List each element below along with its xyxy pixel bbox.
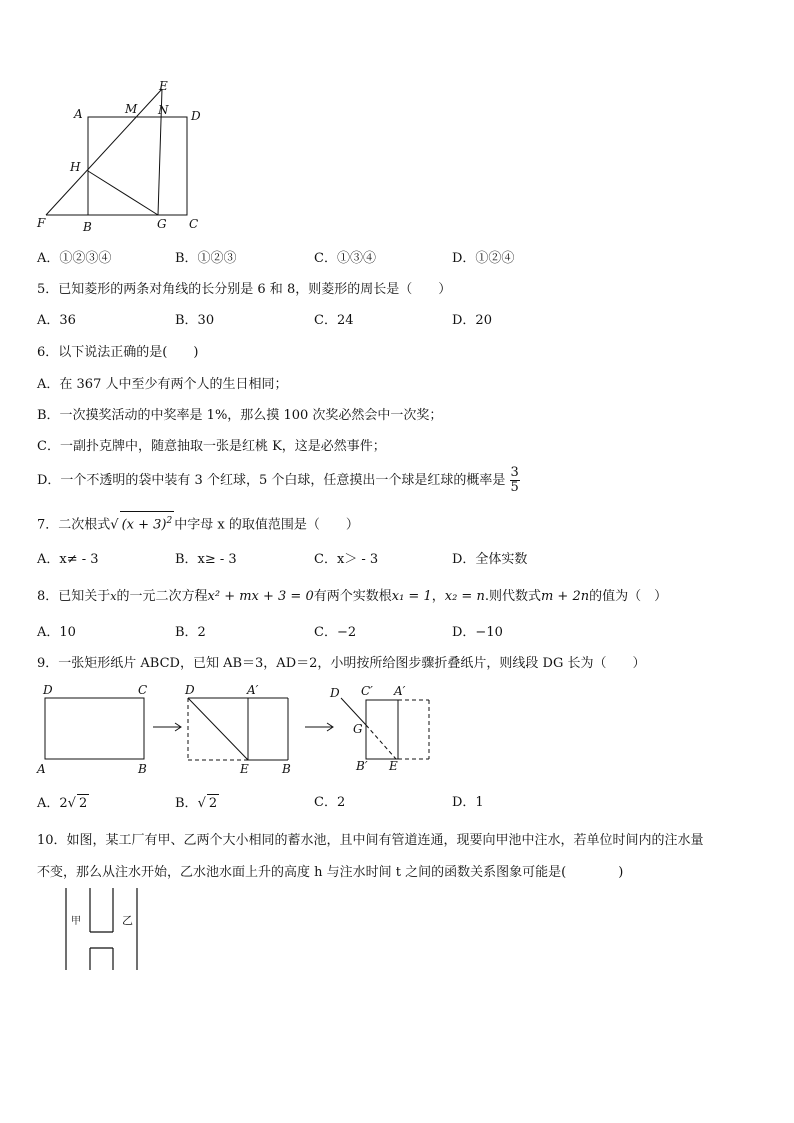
fig2-label-e: E [240, 762, 249, 776]
fraction-three-fifths [510, 466, 520, 495]
q9-option-c: C．2 [314, 795, 346, 810]
q10-water-tanks-figure [60, 884, 144, 974]
q8-option-d: D．−10 [452, 625, 503, 640]
label-jia: 甲 [71, 916, 81, 927]
q8-text-3: 有两个实数根 [313, 589, 392, 604]
fig1-label-a: A [37, 762, 46, 776]
sqrt-sign-icon: √ [67, 796, 76, 811]
q7-stem [37, 511, 359, 534]
q9-option-a-radicand: 2 [78, 796, 88, 811]
q9-folding-figures [34, 680, 434, 780]
q4-option-c: C．①③④ [314, 251, 376, 266]
q8-text-4: .则代数式 [484, 589, 541, 604]
label-b: B [83, 220, 92, 234]
q8-equation: x² + mx + 3 = 0 [207, 589, 314, 604]
q4-option-d: D．①②④ [452, 251, 515, 266]
fig2-diagonal [188, 698, 248, 760]
sqrt-sign-icon: √ [110, 517, 119, 533]
q8-root-1: x₁ = 1 [391, 589, 432, 604]
fraction-denominator: 5 [510, 480, 519, 495]
q9-option-b-prefix: B． [175, 796, 198, 811]
fig3-label-e: E [389, 759, 398, 773]
q6-option-d-text: D．一个不透明的袋中装有 3 个红球，5 个白球，任意摸出一个球是红球的概率是 [37, 473, 506, 488]
square-abcd [88, 117, 187, 215]
q7-option-b: B．x≥ - 3 [175, 552, 237, 567]
q8-root-2: x₂ = n [444, 589, 485, 604]
q6-option-d [37, 465, 520, 497]
q7-prefix: 7．二次根式 [37, 517, 111, 533]
fig2-label-d: D [185, 683, 195, 697]
fraction-numerator: 3 [510, 465, 519, 480]
q8-separator: ， [431, 589, 445, 604]
q8-option-b: B．2 [175, 625, 206, 640]
fig1-label-b: B [138, 762, 147, 776]
line-fe [46, 89, 162, 215]
q7-option-c: C．x＞ - 3 [314, 552, 379, 567]
fig1-rectangle [45, 698, 144, 759]
q10-stem-line-2: 不变，那么从注水开始，乙水池水面上升的高度 h 与注水时间 t 之间的函数关系图象可能是( ) [37, 865, 624, 880]
q4-option-a: A．①②③④ [37, 251, 112, 266]
q8-stem [37, 588, 667, 606]
q5-option-b: B．30 [175, 313, 215, 328]
label-c: C [189, 217, 199, 231]
label-a: A [74, 107, 83, 121]
fig1-label-d: D [43, 683, 53, 697]
q8-text-2: 的一元二次方程 [116, 589, 208, 604]
segment-hg [88, 171, 158, 215]
fig3-label-b-prime: B′ [356, 759, 368, 773]
q7-option-a: A．x≠ - 3 [37, 552, 99, 567]
fig3-label-a-prime: A′ [394, 684, 406, 698]
q6-option-c: C．一副扑克牌中，随意抽取一张是红桃 K，这是必然事件； [37, 439, 386, 454]
q5-stem: 5．已知菱形的两条对角线的长分别是 6 和 8，则菱形的周长是（ ） [37, 282, 452, 297]
q6-stem: 6．以下说法正确的是( ) [37, 345, 199, 360]
q9-stem: 9．一张矩形纸片 ABCD，已知 AB＝3，AD＝2，小明按所给图步骤折叠纸片，则线段 DG 长为（ ） [37, 656, 646, 671]
q8-option-c: C．−2 [314, 625, 357, 640]
fig3-label-c-prime: C′ [361, 684, 373, 698]
sqrt-sign-icon: √ [197, 796, 206, 811]
q8-text-1: 8．已知关于 [37, 589, 111, 604]
q10-stem-line-1: 10．如图，某工厂有甲、乙两个大小相同的蓄水池，且中间有管道连通，现要向甲池中注水，若单位时间内的注水量 [37, 833, 704, 848]
q9-option-d: D．1 [452, 795, 484, 810]
q8-expression: m + 2n [540, 589, 590, 604]
q8-var-x: x [110, 590, 117, 603]
q4-geometry-figure [34, 78, 204, 236]
label-g: G [157, 217, 167, 231]
q7-radicand [120, 511, 175, 534]
radicand-exponent: 2 [166, 516, 173, 526]
fig2-label-b: B [282, 762, 291, 776]
q9-option-a-prefix: A．2 [37, 796, 68, 811]
label-n: N [158, 103, 169, 117]
q9-option-a [37, 794, 89, 813]
q4-option-b: B．①②③ [175, 251, 237, 266]
label-m: M [125, 102, 138, 116]
q9-option-b-radicand: 2 [208, 796, 218, 811]
q5-option-c: C．24 [314, 313, 354, 328]
q5-option-d: D．20 [452, 313, 492, 328]
fig3-rectangle [366, 700, 398, 759]
q8-option-a: A．10 [37, 625, 76, 640]
q8-text-5: 的值为（ ） [589, 589, 668, 604]
fig2-label-a-prime: A′ [247, 683, 259, 697]
q7-suffix: 中字母 x 的取值范围是（ ） [174, 517, 359, 533]
radicand-text: (x + 3) [121, 517, 167, 533]
fig1-label-c: C [138, 683, 148, 697]
q9-option-b [175, 794, 219, 813]
fig3-dashed-diagonal [366, 725, 396, 759]
label-d: D [191, 109, 201, 123]
q5-option-a: A．36 [37, 313, 76, 328]
q7-option-d: D．全体实数 [452, 552, 528, 567]
label-yi: 乙 [122, 914, 133, 927]
label-h: H [70, 160, 81, 174]
label-f: F [37, 216, 46, 230]
fig3-label-d: D [330, 686, 340, 700]
fig3-segment-dg [341, 698, 366, 725]
label-e: E [159, 79, 168, 93]
q6-option-b: B．一次摸奖活动的中奖率是 1%，那么摸 100 次奖必然会中一次奖； [37, 408, 443, 423]
q6-option-a: A．在 367 人中至少有两个人的生日相同； [37, 377, 288, 392]
fig3-label-g: G [353, 722, 363, 736]
